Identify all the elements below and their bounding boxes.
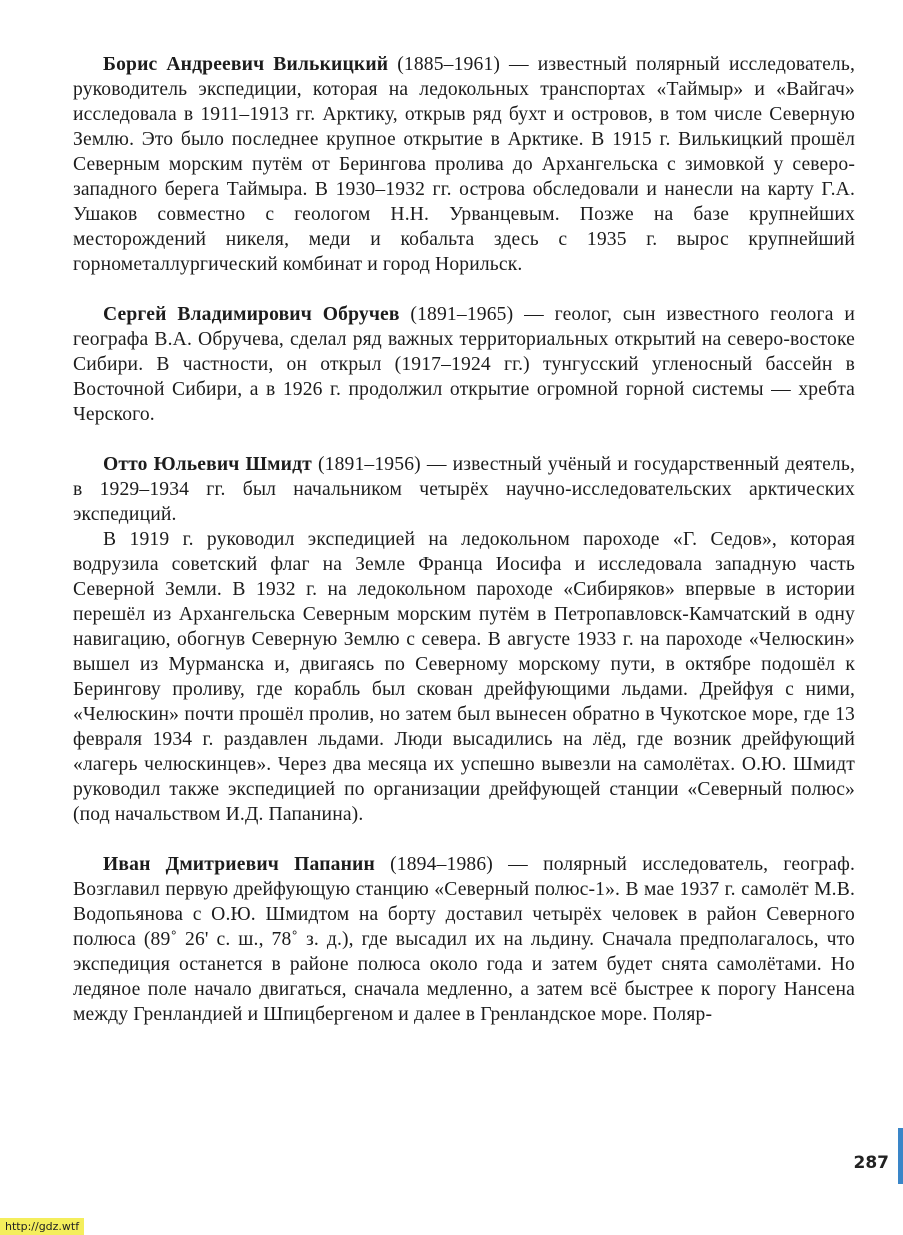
person-name: Отто Юльевич Шмидт	[103, 454, 312, 475]
page-edge-tab	[898, 1128, 903, 1184]
watermark-link[interactable]: http://gdz.wtf	[0, 1218, 84, 1235]
person-name: Иван Дмитриевич Папанин	[103, 854, 375, 875]
paragraph-text: В 1919 г. руководил экспедицией на ледокольном пароходе «Г. Седов», которая водрузила советский флаг на Земле Франца Иосифа и исследовала западную часть Северной Земли. В 1932 г. на ледокольном пароходе «Сибиряков» впервые в истории перешёл из Архангельска Северным морским путём в Петропавловск-Камчатский в одну навигацию, обогнув Северную Землю с севера. В августе 1933 г. на пароходе «Челюскин» вышел из Мурманска и, двигаясь по Северному морскому пути, в октябре подошёл к Берингову проливу, где корабль был скован дрейфующими льдами. Дрейфуя с ними, «Челюскин» почти прошёл пролив, но затем был вынесен обратно в Чукотское море, где 13 февраля 1934 г. раздавлен льдами. Люди высадились на лёд, где возник дрейфующий «лагерь челюскинцев». Через два месяца их успешно вывезли на самолётах. О.Ю. Шмидт руководил также экспедицией по организации дрейфующей станции «Северный полюс» (под начальством И.Д. Папанина).	[73, 529, 855, 825]
paragraph-shmidt	[73, 452, 855, 527]
paragraph-obruchev	[73, 302, 855, 427]
paragraph-text: (1891–1965) — геолог, сын известного геолога и географа В.А. Обручева, сделал ряд важных территориальных открытий на северо-востоке Сибири. В частности, он открыл (1917–1924 гг.) тунгусский угленосный бассейн в Восточной Сибири, а в 1926 г. продолжил открытие огромной горной системы — хребта Черского.	[73, 304, 855, 425]
body-text	[73, 52, 855, 1027]
paragraph-shmidt-continued	[73, 527, 855, 827]
page-number: 287	[853, 1153, 889, 1173]
paragraph-text: (1885–1961) — известный полярный исследователь, руководитель экспедиции, которая на ледокольных транспортах «Таймыр» и «Вайгач» исследовала в 1911–1913 гг. Арктику, открыв ряд бухт и островов, в том числе Северную Землю. Это было последнее крупное открытие в Арктике. В 1915 г. Вилькицкий прошёл Северным морским путём от Берингова пролива до Архангельска с зимовкой у северо-западного берега Таймыра. В 1930–1932 гг. острова обследовали и нанесли на карту Г.А. Ушаков совместно с геологом Н.Н. Урванцевым. Позже на базе крупнейших месторождений никеля, меди и кобальта здесь с 1935 г. вырос крупнейший горнометаллургический комбинат и город Норильск.	[73, 54, 855, 275]
paragraph-vilkitsky	[73, 52, 855, 277]
paragraph-text: (1894–1986) — полярный исследователь, географ. Возглавил первую дрейфующую станцию «Северный полюс-1». В мае 1937 г. самолёт М.В. Водопьянова с О.Ю. Шмидтом на борту доставил четырёх человек в район Северного полюса (89˚ 26' с. ш., 78˚ з. д.), где высадил их на льдину. Сначала предполагалось, что экспедиция останется в районе полюса около года и затем будет снята самолётами. Но ледяное поле начало двигаться, сначала медленно, а затем всё быстрее к порогу Нансена между Гренландией и Шпицбергеном и далее в Гренландское море. Поляр-	[73, 854, 855, 1025]
person-name: Борис Андреевич Вилькицкий	[103, 54, 389, 75]
paragraph-papanin	[73, 852, 855, 1027]
paragraph-text: (1891–1956) — известный учёный и государственный деятель, в 1929–1934 гг. был начальником четырёх научно-исследовательских арктических экспедиций.	[73, 454, 855, 525]
person-name: Сергей Владимирович Обручев	[103, 304, 400, 325]
